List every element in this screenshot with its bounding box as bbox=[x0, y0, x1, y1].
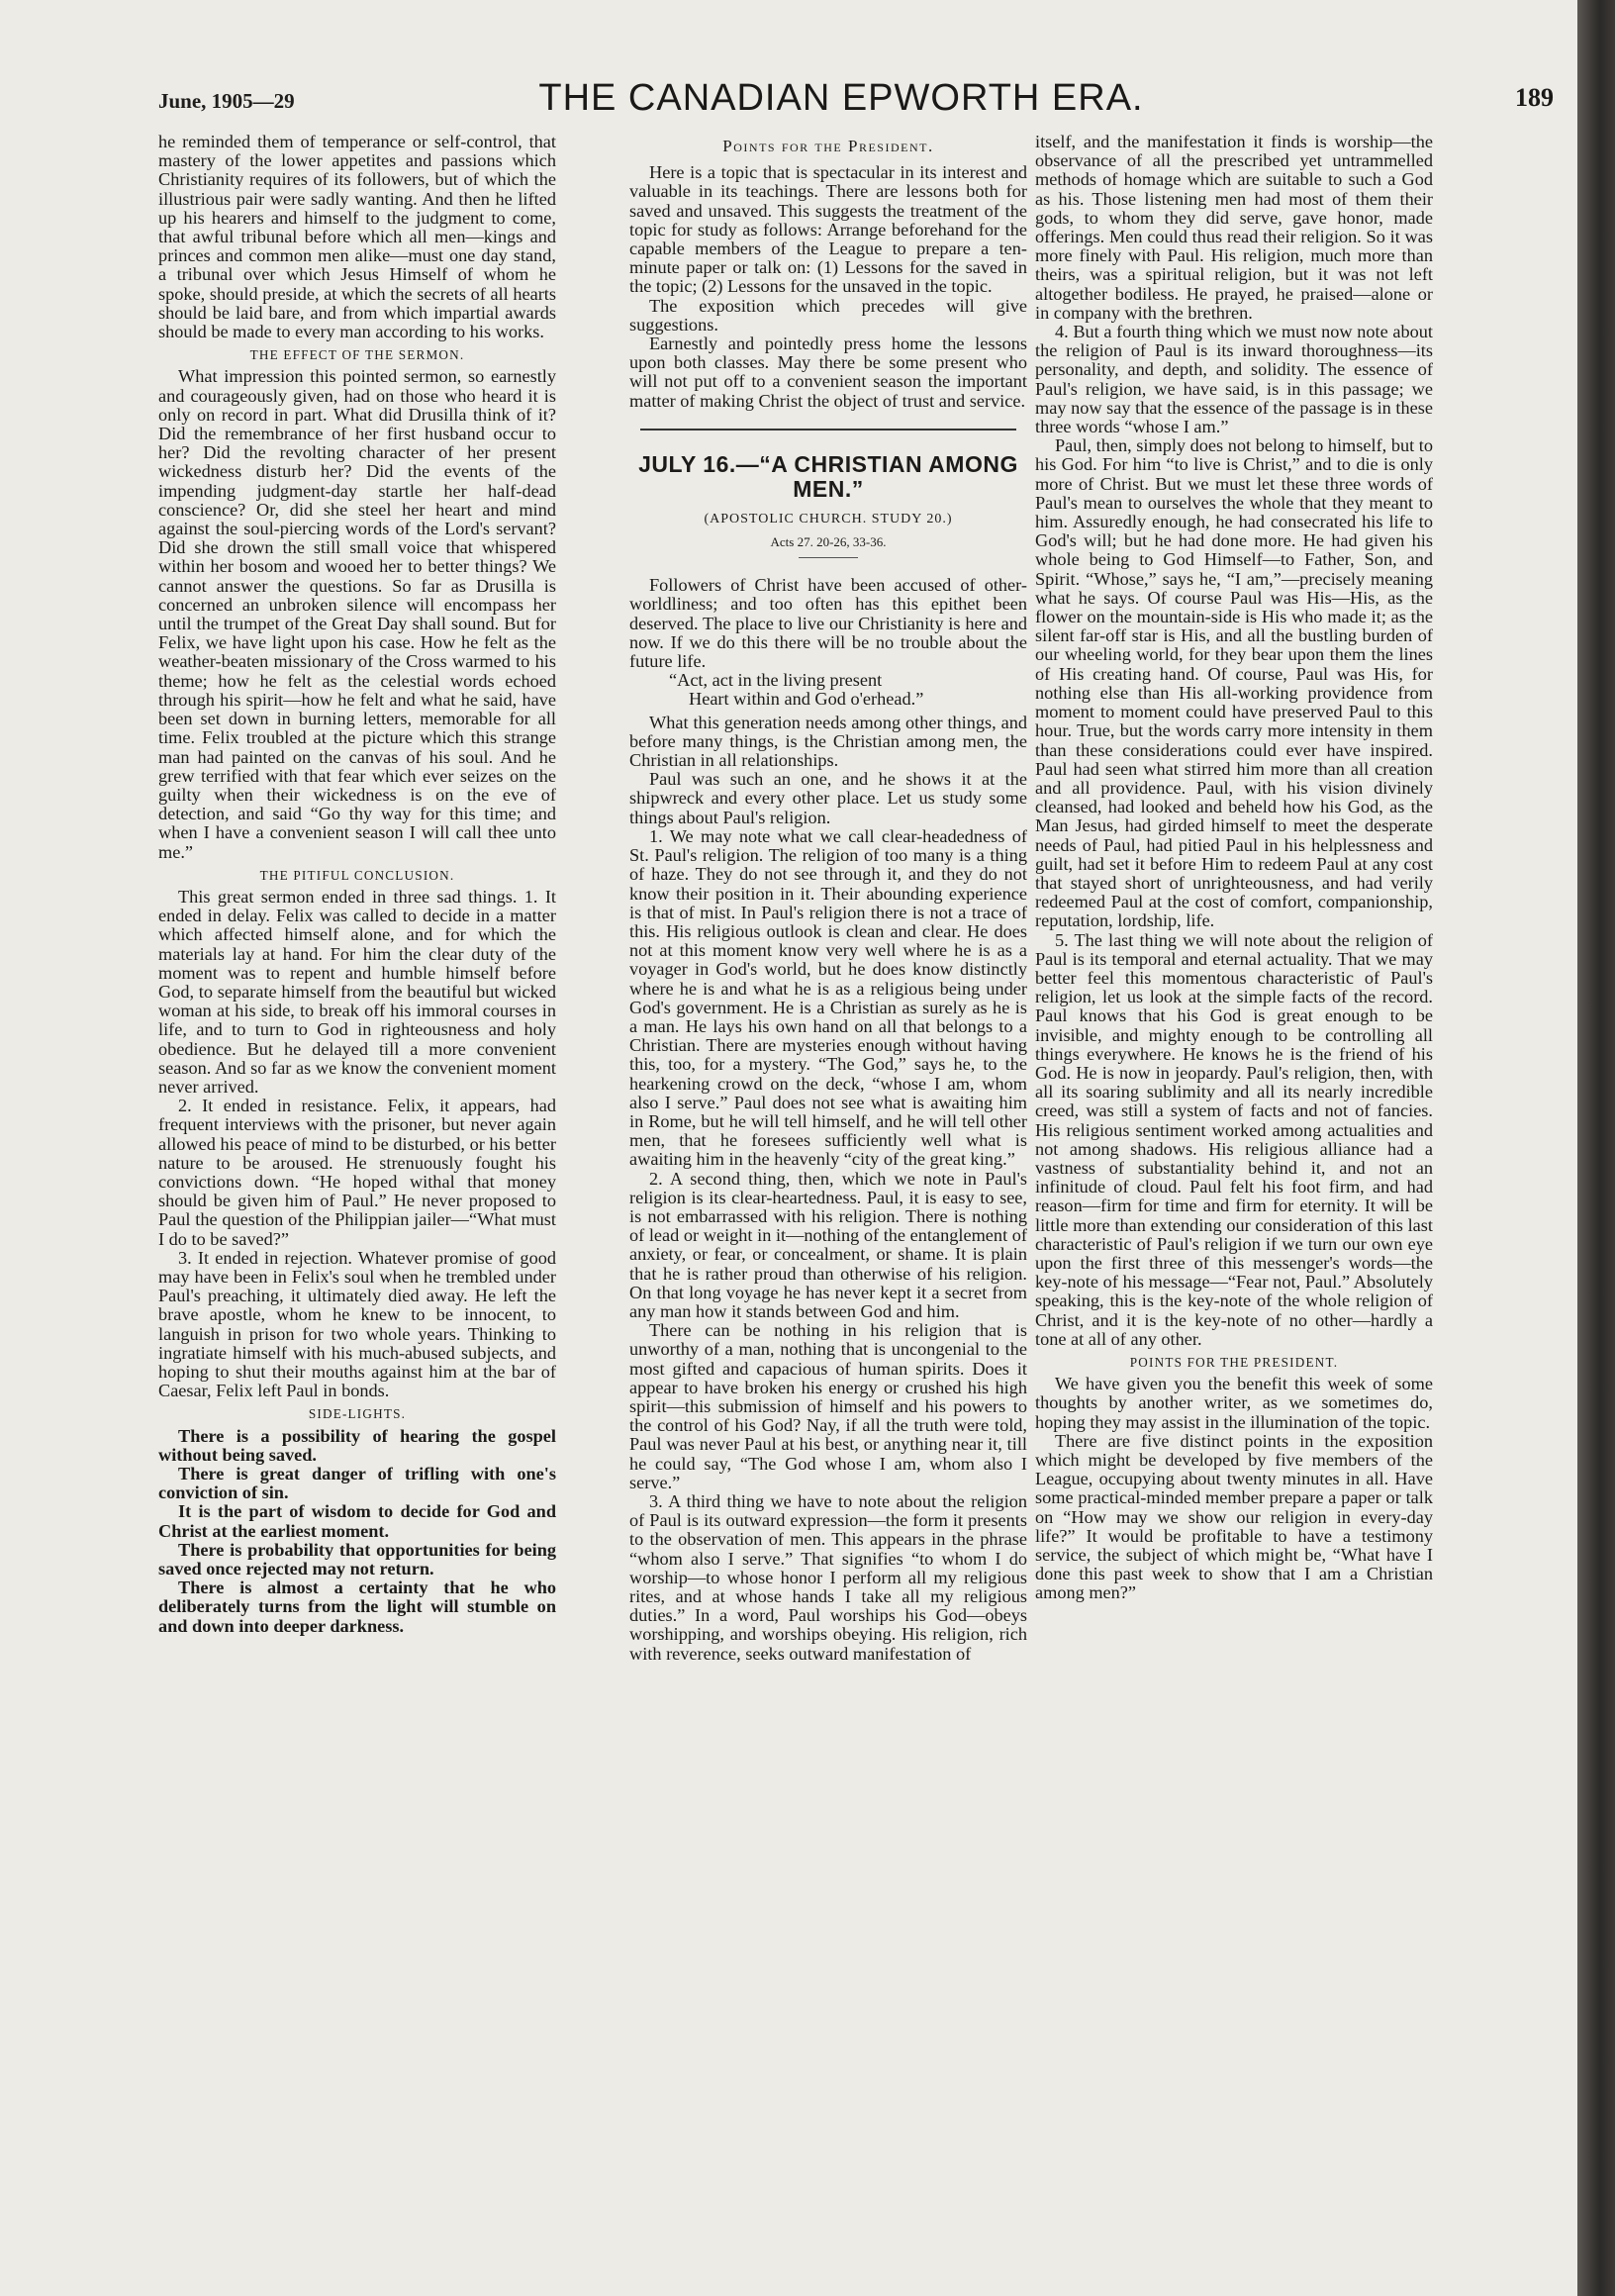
page-header bbox=[129, 77, 1554, 133]
side-light-item: It is the part of wisdom to decide for God and Christ at the earliest moment. bbox=[158, 1501, 556, 1541]
paragraph: he reminded them of temperance or self-control, that mastery of the lower appetites and passions which Christianity requires of its followers, but of which the illustrious pair were sadly wanting. And then he lifted up his hearers and himself to the judgment to come, that awful tribunal before which all men—kings and princes and common men alike—must one day stand, a tribunal over which Jesus Himself of whom he spoke, should preside, at which the secrets of all hearts should be laid bare, and from which impartial awards should be made to every man according to his works. bbox=[158, 132, 556, 342]
lesson-title: JULY 16.—“A CHRISTIAN AMONG MEN.” bbox=[638, 450, 1018, 502]
paragraph: This great sermon ended in three sad things. 1. It ended in delay. Felix was called to decide in a matter which affected himself alone, and for which the materials lay at hand. For him the clear duty of the moment was to repent and humble himself before God, to separate himself from the beautiful but wicked woman at his side, to break off his immoral courses in life, and to turn to God in righteousness and holy obedience. But he delayed till a more convenient season. And so far as we know the convenient moment never arrived. bbox=[158, 886, 556, 1097]
paragraph: 2. A second thing, then, which we note in Paul's religion is its clear-heartedness. Paul, it is easy to see, is not embarrassed with his religion. There is nothing of lead or weight in it—nothing of the entanglement of anxiety, or fear, or concealment, or shame. It is plain that he is rather proud than otherwise of his religion. On that long voyage he has never kept it a secret from any man how it stands between God and him. bbox=[629, 1168, 1027, 1321]
section-heading-points-president: Points for the President. bbox=[722, 137, 934, 155]
section-heading-conclusion: THE PITIFUL CONCLUSION. bbox=[259, 867, 455, 883]
paragraph: 3. It ended in rejection. Whatever promise of good may have been in Felix's soul when he trembled under Paul's preaching, it ultimately died away. He left the brave apostle, whom he knew to be innocent, to languish in prison for two whole years. Thinking to ingratiate himself with his much-abused subjects, and hoping to shut their mouths against him at the bar of Caesar, Felix left Paul in bonds. bbox=[158, 1247, 556, 1401]
paragraph: 1. We may note what we call clear-headedness of St. Paul's religion. The religion of too many is a thing of haze. They do not see through it, and they do not know their position in it. Their abounding experience is that of mist. In Paul's religion there is not a trace of this. His religious outlook is clean and clear. He does not at this moment know very well where he is as a voyager in God's world, but he does know distinctly where he is and what he is as a religious being under God's government. He is a Christian as surely as he is a man. He lays his own hand on all that belongs to a Christian. There are mysteries enough without having this, too, for a mystery. “The God,” says he, to the hearkening crowd on the deck, “whose I am, whom also I serve.” Paul does not see what is awaiting him in Rome, but he will tell himself, and he will tell other men, that he foresees sufficiently well what is awaiting him in the heavenly “city of the great king.” bbox=[629, 825, 1027, 1170]
article-columns bbox=[129, 133, 1554, 2260]
paragraph: Paul was such an one, and he shows it at the shipwreck and every other place. Let us study some things about Paul's religion. bbox=[629, 769, 1027, 827]
paragraph: Paul, then, simply does not belong to himself, but to his God. For him “to live is Christ,” and to die is only more of Christ. But we must let these three words of Paul's mean to ourselves the whole that they meant to him. Assuredly enough, he had consecrated his life to God's will; but he had done more. He had given his whole being to God Himself—to Father, Son, and Spirit. “Whose,” says he, “I am,”—precisely meaning what he says. Of course Paul was His—His, as the flower on the mountain-side is His who made it; as the silent far-off star is His, and all the bustling burden of our wheeling world, for they bear upon them the lines of His creating hand. Of course, Paul was His, for nothing else than His all-working providence from moment to moment could have preserved Paul to this hour. True, but the words carry more intensity in them than these considerations could ever have inspired. Paul had seen what stirred him more than all creation and all providence. Paul, with his vision divinely cleansed, had looked and beheld how his God, as the Man Jesus, had girded himself to meet the desperate needs of Paul, had pitied Paul in his helplessness and guilt, had set it before Him to redeem Paul at any cost that stayed short of unrighteousness, and had verily redeemed Paul at the cost of comfort, companionship, reputation, lordship, life. bbox=[1035, 435, 1433, 931]
column-3 bbox=[1035, 133, 1433, 1603]
paragraph: 3. A third thing we have to note about the religion of Paul is its outward expression—the form it presents to the observation of men. This appears in the phrase “whom also I serve.” That signifies “to whom I do worship—to whose honor I perform all my religious rites, and at whose hands I take all my religious duties.” In a word, Paul worships his God—obeys worshipping, and worships obeying. His religion, rich with reverence, seeks outward manifestation of bbox=[629, 1491, 1027, 1664]
section-heading-effect: THE EFFECT OF THE SERMON. bbox=[249, 347, 465, 363]
page-number: 189 bbox=[1515, 83, 1554, 112]
column-1 bbox=[158, 133, 556, 1636]
paragraph: Followers of Christ have been accused of other-worldliness; and too often has this epithet been deserved. The place to live our Christianity is here and now. If we do this there will be no trouble about the future life. bbox=[629, 575, 1027, 672]
paragraph: The exposition which precedes will give suggestions. bbox=[629, 295, 1027, 335]
poem-line: “Act, act in the living present bbox=[669, 670, 883, 691]
side-light-item: There is almost a certainty that he who deliberately turns from the light will stumble on and down into deeper darkness. bbox=[158, 1578, 556, 1636]
paragraph: 5. The last thing we will note about the religion of Paul is its temporal and eternal actuality. That we may better feel this momentous characteristic of Paul's religion, let us look at the simple facts of the record. Paul knows that his God is great enough to be invisible, and mighty enough to be controlling all things everywhere. He knows he is the friend of his God. He is now in jeopardy. Paul's religion, then, with all its soaring sublimity and all its nearly incredible creed, was still a system of facts and not of fancies. His religious sentiment worked among actualities and not among shadows. His religious alliance had a vastness of substantiality behind it, and not an infinitude of cloud. Paul felt his foot firm, and had reason—firm for time and firm for eternity. It will be little more than extending our consideration of this last characteristic of Paul's religion if we turn our own eye upon the first three of this messenger's words—the key-note of his message—“Fear not, Paul.” Absolutely speaking, this is the key-note of the whole religion of Christ, and it is the key-note of no other—hardly a tone at all of any other. bbox=[1035, 929, 1433, 1349]
poem-line: Heart within and God o'erhead.” bbox=[689, 689, 924, 710]
paragraph: What this generation needs among other things, and before many things, is the Christian among men, the Christian in all relationships. bbox=[629, 712, 1027, 771]
scripture-reference: Acts 27. 20-26, 33-36. bbox=[770, 534, 887, 550]
section-heading-points-president-2: POINTS FOR THE PRESIDENT. bbox=[1129, 1355, 1339, 1370]
poem-quote bbox=[669, 671, 1027, 709]
book-spine-edge bbox=[1577, 0, 1615, 2296]
paragraph: There can be nothing in his religion that is unworthy of a man, nothing that is uncongenial to the most gifted and capacious of human spirits. Does it appear to have broken his energy or crushed his high spirit—this submission of himself and his powers to the control of his God? Nay, if all the truth were told, Paul was never Paul at his best, or anything near it, till he could say, “The God whose I am, whom also I serve.” bbox=[629, 1320, 1027, 1492]
paragraph: Earnestly and pointedly press home the lessons upon both classes. May there be some present who will not put off to a convenient season the important matter of making Christ the object of trust and service. bbox=[629, 334, 1027, 411]
side-light-item: There is great danger of trifling with one's conviction of sin. bbox=[158, 1464, 556, 1503]
paragraph: We have given you the benefit this week of some thoughts by another writer, as we sometimes do, hoping they may assist in the illumination of the topic. bbox=[1035, 1374, 1433, 1432]
short-divider bbox=[799, 557, 858, 558]
side-light-item: There is probability that opportunities for being saved once rejected may not return. bbox=[158, 1539, 556, 1579]
issue-date: June, 1905—29 bbox=[158, 89, 295, 113]
side-light-item: There is a possibility of hearing the gospel without being saved. bbox=[158, 1425, 556, 1465]
paragraph: Here is a topic that is spectacular in its interest and valuable in its teachings. There are lessons both for saved and unsaved. This suggests the treatment of the topic for study as follows: Arrange beforehand for the capable members of the League to prepare a ten-minute paper or talk on: (1) Lessons for the saved in the topic; (2) Lessons for the unsaved in the topic. bbox=[629, 162, 1027, 297]
column-2 bbox=[629, 133, 1027, 1664]
lesson-subtitle: (APOSTOLIC CHURCH. STUDY 20.) bbox=[704, 511, 953, 526]
paragraph: What impression this pointed sermon, so earnestly and courageously given, had on those who heard it is only on record in part. What did Drusilla think of it? Did the remembrance of her first husband occur to her? Did the revolting character of her present wickedness disturb her? Did the events of the impending judgment-day startle her half-dead conscience? Or, did she steel her heart and mind against the soul-piercing words of the Lord's servant? Did she drown the still small voice that whispered within her bosom and wooed her to better things? We cannot answer the questions. So far as Drusilla is concerned an unbroken silence will encompass her until the trumpet of the Great Day shall sound. But for Felix, we have light upon his case. How he felt as the weather-beaten missionary of the Cross warmed to his theme; how he felt as the celestial words echoed through his spirit—how he felt and what he said, have been set down in burning letters, memorable for all time. Felix troubled at the picture which this strange man had painted on the canvas of his soul. And he grew terrified with that fear which ever seizes on the guilty when their wickedness is on the eve of detection, and said “Go thy way for this time; and when I have a convenient season I will call thee unto me.” bbox=[158, 366, 556, 862]
masthead-title: THE CANADIAN EPWORTH ERA. bbox=[538, 77, 1144, 119]
paragraph: itself, and the manifestation it finds is worship—the observance of all the prescribed yet untrammelled methods of homage which are suitable to such a God as his. Those listening men had most of them their gods, to whom they did serve, gave honor, made offerings. Men could thus read their religion. So it was more finely with Paul. His religion, much more than theirs, was a spiritual religion, but it was not left altogether bodiless. He prayed, he praised—alone or in company with the brethren. bbox=[1035, 132, 1433, 323]
paragraph: 2. It ended in resistance. Felix, it appears, had frequent interviews with the prisoner, but never again allowed his peace of mind to be disturbed, or his better nature to be aroused. He strenuously fought his convictions down. “He hoped withal that money should be given him of Paul.” He never proposed to Paul the question of the Philippian jailer—“What must I do to be saved?” bbox=[158, 1096, 556, 1249]
paragraph: There are five distinct points in the exposition which might be developed by five members of the League, occupying about twenty minutes in all. Have some practical-minded member prepare a paper or talk on “How may we show our religion in every-day life?” It would be profitable to have a testimony service, the subject of which might be, “What have I done this past week to show that I am a Christian among men?” bbox=[1035, 1430, 1433, 1603]
paragraph: 4. But a fourth thing which we must now note about the religion of Paul is its inward thoroughness—its personality, and depth, and solidity. The essence of Paul's religion, we have said, is in this passage; we may now say that the essence of the passage is in these three words “whose I am.” bbox=[1035, 322, 1433, 437]
section-heading-side-lights: SIDE-LIGHTS. bbox=[308, 1406, 407, 1422]
section-divider bbox=[640, 429, 1016, 430]
